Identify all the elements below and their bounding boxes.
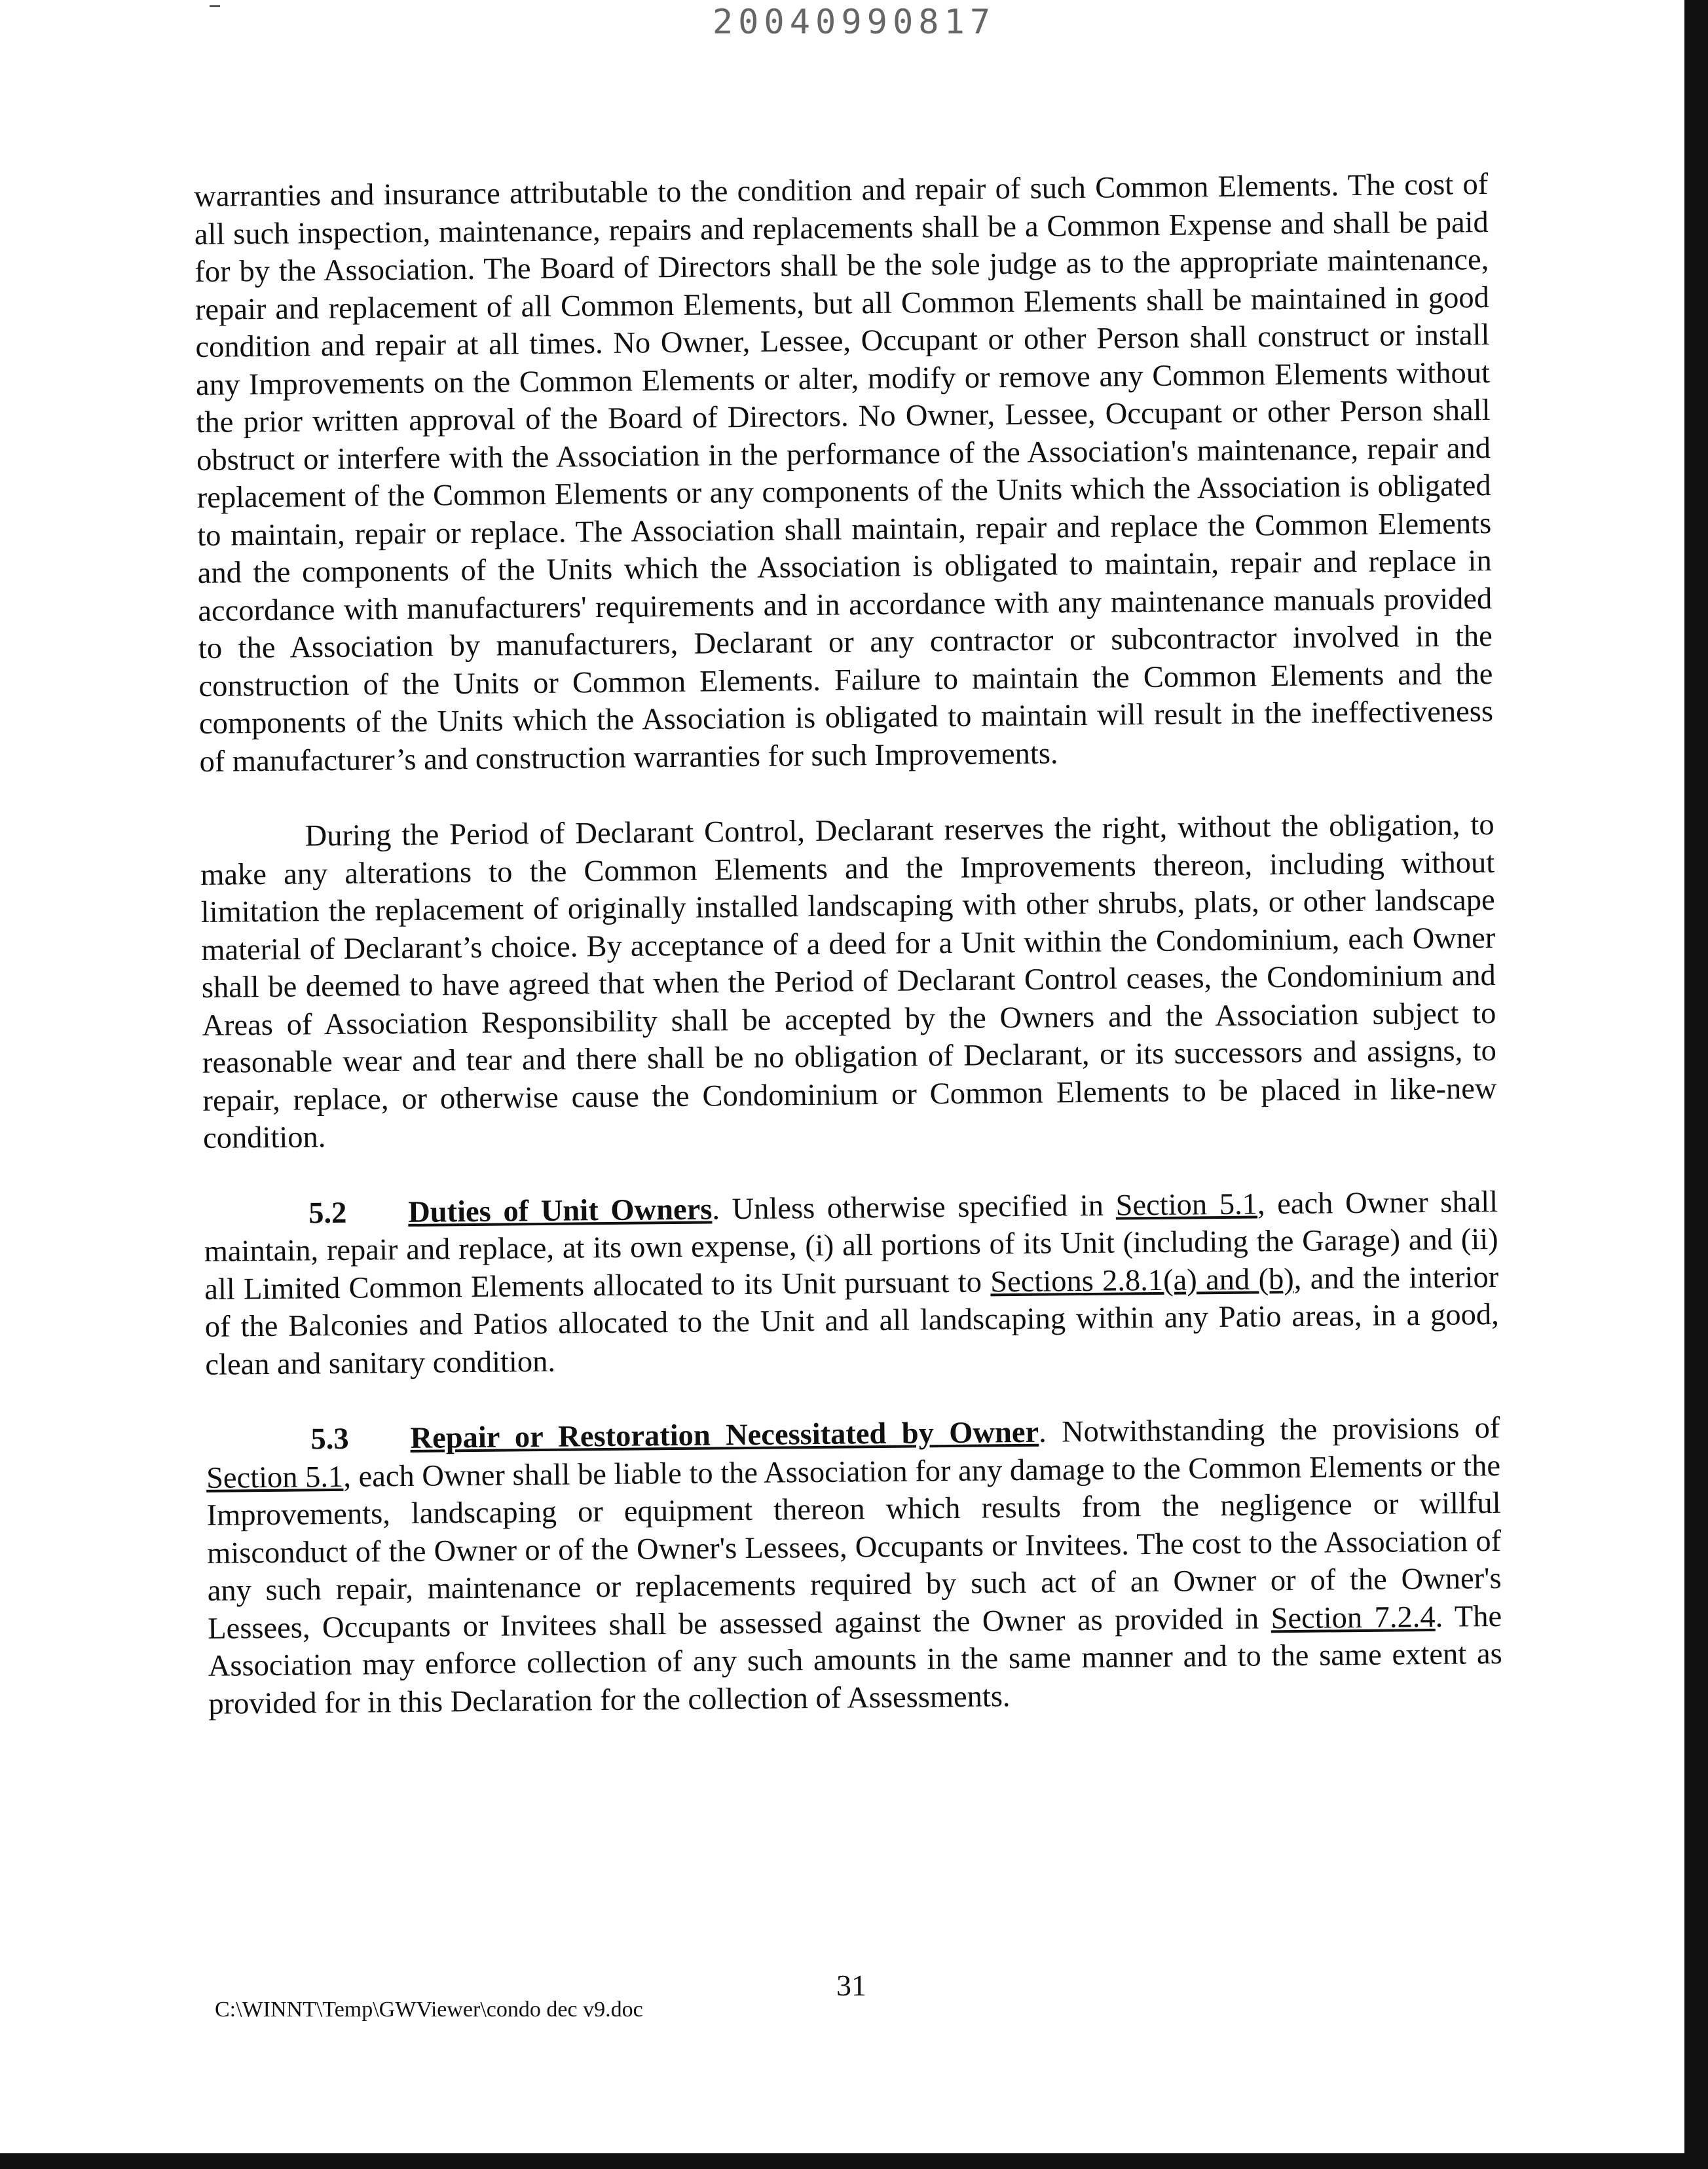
section-text: . Unless otherwise specified in	[712, 1189, 1116, 1226]
section-5-2	[204, 1183, 1500, 1383]
section-text: , each Owner shall maintain, repair and replace, at its own expense, (i) all portions of its Unit (including the Garage) and (ii) all Limited Common Elements allocated to its Unit pursuant to	[204, 1185, 1498, 1307]
section-number: 5.2	[308, 1196, 347, 1230]
cross-reference: Section 7.2.4	[1271, 1600, 1436, 1635]
section-text: , and the interior of the Balconies and Patios allocated to the Unit and all landscaping within any Patio areas, in a good, clean and sanitary condition.	[204, 1260, 1499, 1382]
section-title: Repair or Restoration Necessitated by Owner	[410, 1415, 1039, 1455]
page-body	[194, 166, 1503, 1723]
paragraph-continuation: warranties and insurance attributable to the condition and repair of such Common Elements. The cost of all such inspection, maintenance, repairs and replacements shall be a Common Expense and shall be paid for by the Association. The Board of Directors shall be the sole judge as to the appropriate maintenance, repair and replacement of all Common Elements, but all Common Elements shall be maintained in good condition and repair at all times. No Owner, Lessee, Occupant or other Person shall construct or install any Improvements on the Common Elements or alter, modify or remove any Common Elements without the prior written approval of the Board of Directors. No Owner, Lessee, Occupant or other Person shall obstruct or interfere with the Association in the performance of the Association's maintenance, repair and replacement of the Common Elements or any components of the Units which the Association is obligated to maintain, repair or replace. The Association shall maintain, repair and replace the Common Elements and the components of the Units which the Association is obligated to maintain, repair and replace in accordance with manufacturers' requirements and in accordance with any maintenance manuals provided to the Association by manufacturers, Declarant or any contractor or subcontractor involved in the construction of the Units or Common Elements. Failure to maintain the Common Elements and the components of the Units which the Association is obligated to maintain will result in the ineffectiveness of manufacturer’s and construction warranties for such Improvements.	[194, 168, 1494, 779]
section-text: . Notwithstanding the provisions of	[1038, 1411, 1500, 1449]
section-text: , each Owner shall be liable to the Association for any damage to the Common Elements or the Improvements, landscaping or equipment thereon which results from the negligence or willful misconduct of the Owner or of the Owner's Lessees, Occupants or Invitees. The cost to the Association of any such repair, maintenance or replacements required by such act of an Owner or of the Owner's Lessees, Occupants or Invitees shall be assessed against the Owner as provided in	[206, 1449, 1502, 1646]
scan-border-bottom	[0, 2153, 1708, 2169]
section-text: . The Association may enforce collection of any such amounts in the same manner and to the same extent as provided for in this Declaration for the collection of Assessments.	[208, 1599, 1502, 1721]
section-number: 5.3	[310, 1422, 349, 1456]
page-number: 31	[836, 1969, 866, 2002]
cross-reference: Section 5.1	[206, 1460, 344, 1495]
footer-file-path: C:\WINNT\Temp\GWViewer\condo dec v9.doc	[215, 1997, 643, 2022]
document-id-stamp: 20040990817	[712, 3, 996, 42]
cross-reference: Section 5.1	[1115, 1187, 1258, 1223]
section-title: Duties of Unit Owners	[407, 1192, 713, 1229]
scan-border-right	[1684, 0, 1708, 2169]
paragraph-declarant-control: During the Period of Declarant Control, Declarant reserves the right, without the obligation, to make any alterations to the Common Elements and the Improvements thereon, including without limitation the replacement of originally installed landscaping with other shrubs, plats, or other landscape material of Declarant’s choice. By acceptance of a deed for a Unit within the Condominium, each Owner shall be deemed to have agreed that when the Period of Declarant Control ceases, the Condominium and Areas of Association Responsibility shall be accepted by the Owners and the Association subject to reasonable wear and tear and there shall be no obligation of Declarant, or its successors and assigns, to repair, replace, or otherwise cause the Condominium or Common Elements to be placed in like-new condition.	[200, 807, 1497, 1155]
cross-reference: Sections 2.8.1(a) and (b)	[990, 1262, 1295, 1299]
section-5-3	[206, 1409, 1502, 1723]
